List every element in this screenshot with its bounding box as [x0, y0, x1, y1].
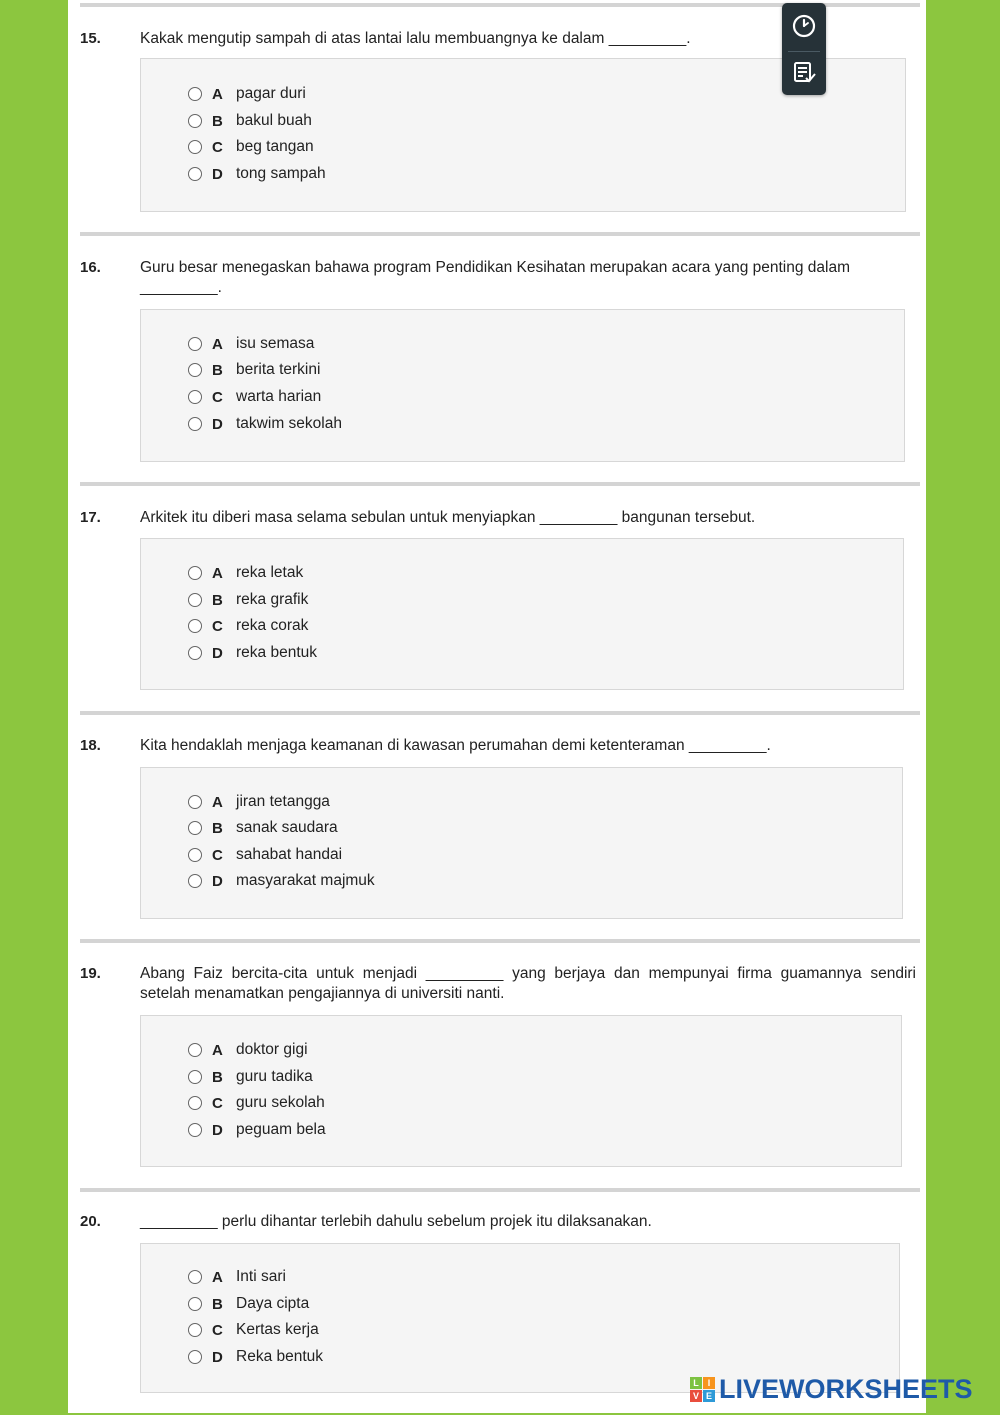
- option-text: berita terkini: [236, 361, 321, 378]
- question-number: 18.: [80, 737, 101, 754]
- radio-button[interactable]: [188, 795, 202, 809]
- question-number: 15.: [80, 30, 101, 47]
- options-box: [140, 1015, 902, 1167]
- option-text: tong sampah: [236, 165, 326, 182]
- option-b[interactable]: B sanak saudara: [188, 818, 338, 838]
- option-d[interactable]: D takwim sekolah: [188, 414, 342, 434]
- option-a[interactable]: A pagar duri: [188, 84, 306, 104]
- floating-toolbar: [782, 3, 826, 95]
- radio-button[interactable]: [188, 848, 202, 862]
- option-a[interactable]: A reka letak: [188, 563, 303, 583]
- options-box: [140, 538, 904, 690]
- options-box: [140, 309, 905, 462]
- option-a[interactable]: A jiran tetangga: [188, 792, 330, 812]
- logo-mark-letter: V: [690, 1390, 702, 1402]
- radio-button[interactable]: [188, 1323, 202, 1337]
- timer-button[interactable]: [789, 11, 819, 41]
- logo-text: LIVEWORKSHEETS: [719, 1374, 973, 1404]
- options-box: [140, 767, 903, 919]
- option-text: peguam bela: [236, 1121, 326, 1138]
- option-text: beg tangan: [236, 138, 314, 155]
- option-d[interactable]: D tong sampah: [188, 164, 326, 184]
- logo-mark: [690, 1377, 715, 1402]
- option-text: reka bentuk: [236, 644, 317, 661]
- radio-button[interactable]: [188, 390, 202, 404]
- option-b[interactable]: B bakul buah: [188, 111, 312, 131]
- option-text: reka letak: [236, 564, 304, 581]
- radio-button[interactable]: [188, 593, 202, 607]
- option-text: doktor gigi: [236, 1041, 308, 1058]
- radio-button[interactable]: [188, 167, 202, 181]
- logo-mark-letter: E: [703, 1390, 715, 1402]
- option-text: reka grafik: [236, 591, 309, 608]
- option-text: bakul buah: [236, 112, 312, 129]
- option-text: reka corak: [236, 617, 309, 634]
- option-text: pagar duri: [236, 85, 306, 102]
- option-b[interactable]: B guru tadika: [188, 1067, 313, 1087]
- logo-mark-letter: L: [690, 1377, 702, 1389]
- radio-button[interactable]: [188, 821, 202, 835]
- question-separator: [80, 232, 920, 236]
- option-d[interactable]: D peguam bela: [188, 1120, 326, 1140]
- radio-button[interactable]: [188, 1123, 202, 1137]
- toolbar-divider: [788, 51, 820, 52]
- radio-button[interactable]: [188, 114, 202, 128]
- radio-button[interactable]: [188, 140, 202, 154]
- option-d[interactable]: D Reka bentuk: [188, 1347, 323, 1367]
- radio-button[interactable]: [188, 1270, 202, 1284]
- options-box: [140, 1243, 900, 1393]
- liveworksheets-logo: [690, 1374, 973, 1405]
- radio-button[interactable]: [188, 1350, 202, 1364]
- question-text: _________ perlu dihantar terlebih dahulu sebelum projek itu dilaksanakan.: [140, 1213, 652, 1230]
- radio-button[interactable]: [188, 1096, 202, 1110]
- option-a[interactable]: A isu semasa: [188, 334, 314, 354]
- question-text: Guru besar menegaskan bahawa program Pendidikan Kesihatan merupakan acara yang penting dalam _________.: [140, 259, 851, 296]
- radio-button[interactable]: [188, 1070, 202, 1084]
- option-text: Kertas kerja: [236, 1321, 319, 1338]
- question-text: Kakak mengutip sampah di atas lantai lalu membuangnya ke dalam _________.: [140, 30, 691, 47]
- option-text: guru sekolah: [236, 1094, 325, 1111]
- radio-button[interactable]: [188, 417, 202, 431]
- radio-button[interactable]: [188, 1043, 202, 1057]
- question-separator: [80, 711, 920, 715]
- option-text: guru tadika: [236, 1068, 313, 1085]
- check-answers-button[interactable]: [789, 57, 819, 87]
- option-d[interactable]: D masyarakat majmuk: [188, 871, 375, 891]
- question-text: Abang Faiz bercita-cita untuk menjadi _________ yang berjaya dan mempunyai firma guamannya sendiri setelah menamatkan pengajiannya di universiti nanti.: [140, 965, 916, 1002]
- option-text: isu semasa: [236, 335, 315, 352]
- option-c[interactable]: C sahabat handai: [188, 845, 342, 865]
- option-c[interactable]: C Kertas kerja: [188, 1320, 319, 1340]
- radio-button[interactable]: [188, 874, 202, 888]
- radio-button[interactable]: [188, 646, 202, 660]
- option-text: sanak saudara: [236, 819, 338, 836]
- option-text: Daya cipta: [236, 1295, 310, 1312]
- question-separator: [80, 482, 920, 486]
- option-text: Inti sari: [236, 1268, 286, 1285]
- timer-icon: [789, 11, 819, 41]
- question-text: Arkitek itu diberi masa selama sebulan untuk menyiapkan _________ bangunan tersebut.: [140, 509, 756, 526]
- radio-button[interactable]: [188, 337, 202, 351]
- option-a[interactable]: A Inti sari: [188, 1267, 286, 1287]
- option-text: jiran tetangga: [236, 793, 330, 810]
- option-text: Reka bentuk: [236, 1348, 324, 1365]
- option-c[interactable]: C reka corak: [188, 616, 308, 636]
- option-b[interactable]: B reka grafik: [188, 590, 308, 610]
- question-number: 16.: [80, 259, 101, 276]
- radio-button[interactable]: [188, 566, 202, 580]
- question-text: Kita hendaklah menjaga keamanan di kawasan perumahan demi ketenteraman _________.: [140, 737, 771, 754]
- question-separator: [80, 939, 920, 943]
- check-answers-icon: [789, 57, 819, 87]
- radio-button[interactable]: [188, 619, 202, 633]
- radio-button[interactable]: [188, 1297, 202, 1311]
- option-a[interactable]: A doktor gigi: [188, 1040, 308, 1060]
- question-number: 17.: [80, 509, 101, 526]
- radio-button[interactable]: [188, 363, 202, 377]
- option-text: sahabat handai: [236, 846, 343, 863]
- question-number: 20.: [80, 1213, 101, 1230]
- radio-button[interactable]: [188, 87, 202, 101]
- option-b[interactable]: B Daya cipta: [188, 1294, 309, 1314]
- question-separator: [80, 1188, 920, 1192]
- option-c[interactable]: C guru sekolah: [188, 1093, 325, 1113]
- question-number: 19.: [80, 965, 101, 982]
- option-d[interactable]: D reka bentuk: [188, 643, 317, 663]
- option-text: takwim sekolah: [236, 415, 342, 432]
- option-c[interactable]: C beg tangan: [188, 137, 314, 157]
- option-text: masyarakat majmuk: [236, 872, 375, 889]
- option-text: warta harian: [236, 388, 322, 405]
- option-c[interactable]: C warta harian: [188, 387, 321, 407]
- option-b[interactable]: B berita terkini: [188, 360, 320, 380]
- logo-mark-letter: I: [703, 1377, 715, 1389]
